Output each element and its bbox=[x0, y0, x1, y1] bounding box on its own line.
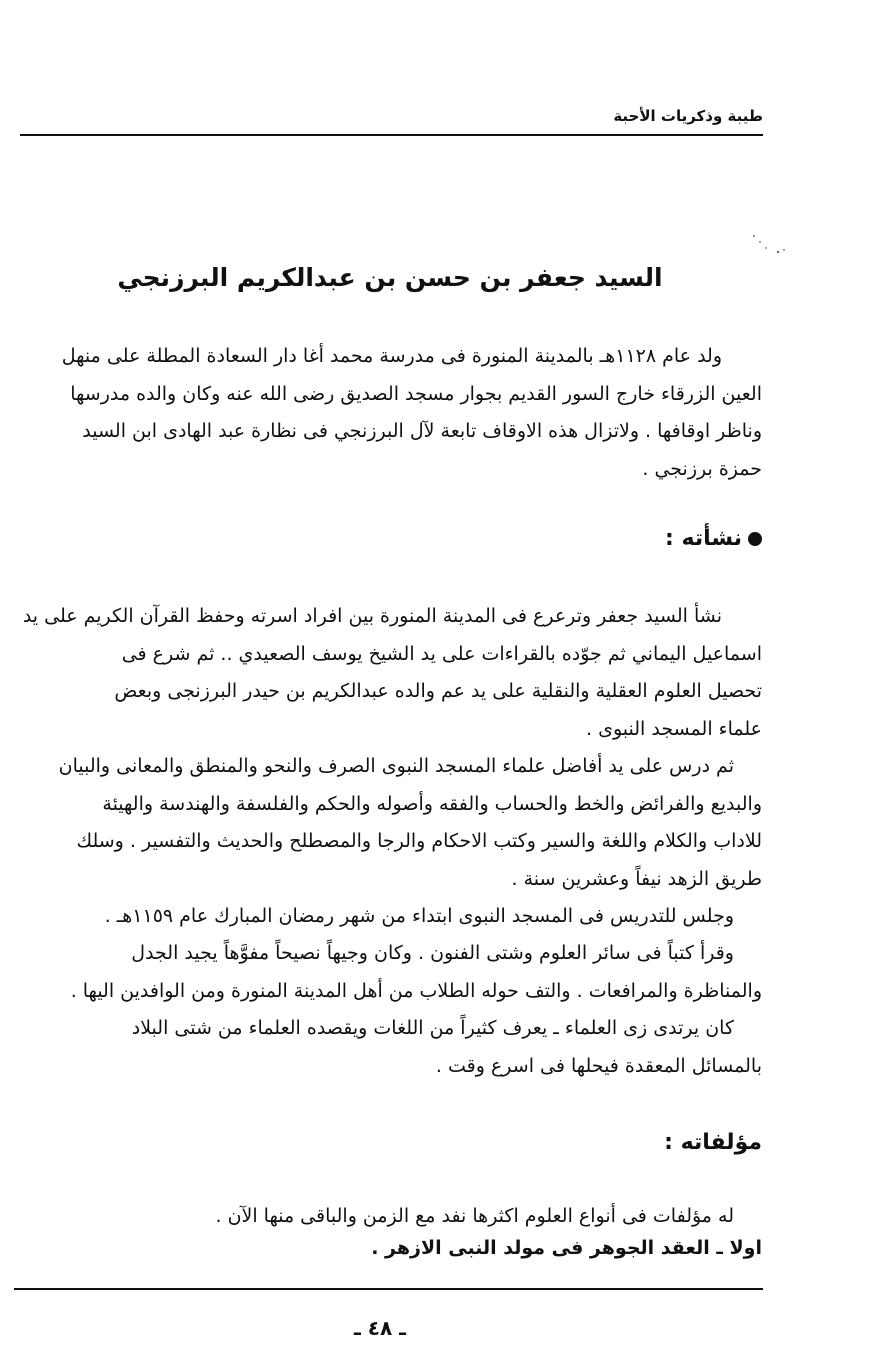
works-first-item: اولا ـ العقد الجوهر فى مولد النبى الازهر . bbox=[371, 1237, 762, 1259]
works-paragraph bbox=[122, 1200, 762, 1264]
section-heading-upbringing bbox=[665, 526, 762, 551]
header-rule bbox=[20, 134, 763, 136]
section-heading-works: مؤلفاته : bbox=[664, 1130, 762, 1155]
paragraph-line: تحصيل العلوم العقلية والنقلية على يد عم والده عبدالكريم بن حيدر البرزنجى وبعض bbox=[114, 680, 762, 702]
intro-line: ولد عام ١١٢٨هـ بالمدينة المنورة فى مدرسة محمد أغا دار السعادة المطلة على منهل bbox=[61, 345, 722, 367]
upbringing-paragraph-5 bbox=[22, 1010, 762, 1085]
paragraph-line: والمناظرة والمرافعات . والتف حوله الطلاب من أهل المدينة المنورة ومن الوافدين اليها . bbox=[70, 979, 762, 1002]
page-number: ـ ٤٨ ـ bbox=[353, 1316, 407, 1340]
upbringing-paragraph-4 bbox=[22, 935, 762, 1010]
upbringing-paragraph-1 bbox=[22, 598, 762, 748]
upbringing-paragraph-3 bbox=[22, 898, 762, 936]
paragraph-line: ثم درس على يد أفاضل علماء المسجد النبوى الصرف والنحو والمنطق والمعانى والبيان bbox=[58, 755, 734, 777]
paragraph-line: للاداب والكلام واللغة والسير وكتب الاحكام والرجا والمصطلح والحديث والتفسير . وسلك bbox=[76, 830, 762, 852]
works-intro-line: له مؤلفات فى أنواع العلوم اكثرها نفد مع الزمن والباقى منها الآن . bbox=[215, 1205, 734, 1227]
intro-paragraph bbox=[22, 338, 762, 488]
running-header: طيبة وذكريات الأحبة bbox=[613, 107, 763, 125]
paragraph-line: علماء المسجد النبوى . bbox=[586, 717, 762, 740]
upbringing-paragraph-2 bbox=[22, 748, 762, 898]
intro-line: العين الزرقاء خارج السور القديم بجوار مسجد الصديق رضى الله عنه وكان والده مدرسها bbox=[70, 382, 762, 405]
bullet-icon bbox=[748, 532, 762, 546]
upbringing-heading-text: نشأته : bbox=[665, 526, 742, 551]
intro-line: حمزة برزنجي . bbox=[642, 457, 762, 480]
article-title: السيد جعفر بن حسن بن عبدالكريم البرزنجي bbox=[117, 263, 663, 292]
paragraph-line: وقرأ كتباً فى سائر العلوم وشتى الفنون . وكان وجيهاً نصيحاً مفوَّهاً يجيد الجدل bbox=[131, 942, 734, 964]
paragraph-line: والبديع والفرائض والخط والحساب والفقه وأصوله والحكم والفلسفة والهندسة والهيئة bbox=[102, 792, 762, 815]
paragraph-line: كان يرتدى زى العلماء ـ يعرف كثيراً من اللغات ويقصده العلماء من شتى البلاد bbox=[131, 1017, 734, 1039]
scan-speck-mark bbox=[748, 232, 788, 260]
paragraph-line: اسماعيل اليماني ثم جوّده بالقراءات على يد الشيخ يوسف الصعيدي .. ثم شرع فى bbox=[121, 642, 762, 665]
paragraph-line: طريق الزهد نيفاً وعشرين سنة . bbox=[511, 867, 762, 890]
intro-line: وناظر اوقافها . ولاتزال هذه الاوقاف تابعة لآل البرزنجي فى نظارة عبد الهادى ابن السيد bbox=[82, 420, 762, 442]
footer-rule bbox=[14, 1288, 763, 1290]
paragraph-line: بالمسائل المعقدة فيحلها فى اسرع وقت . bbox=[435, 1054, 762, 1077]
paragraph-line: نشأ السيد جعفر وترعرع فى المدينة المنورة بين افراد اسرته وحفظ القرآن الكريم على يد bbox=[22, 605, 722, 627]
paragraph-line: وجلس للتدريس فى المسجد النبوى ابتداء من شهر رمضان المبارك عام ١١٥٩هـ . bbox=[104, 905, 734, 927]
